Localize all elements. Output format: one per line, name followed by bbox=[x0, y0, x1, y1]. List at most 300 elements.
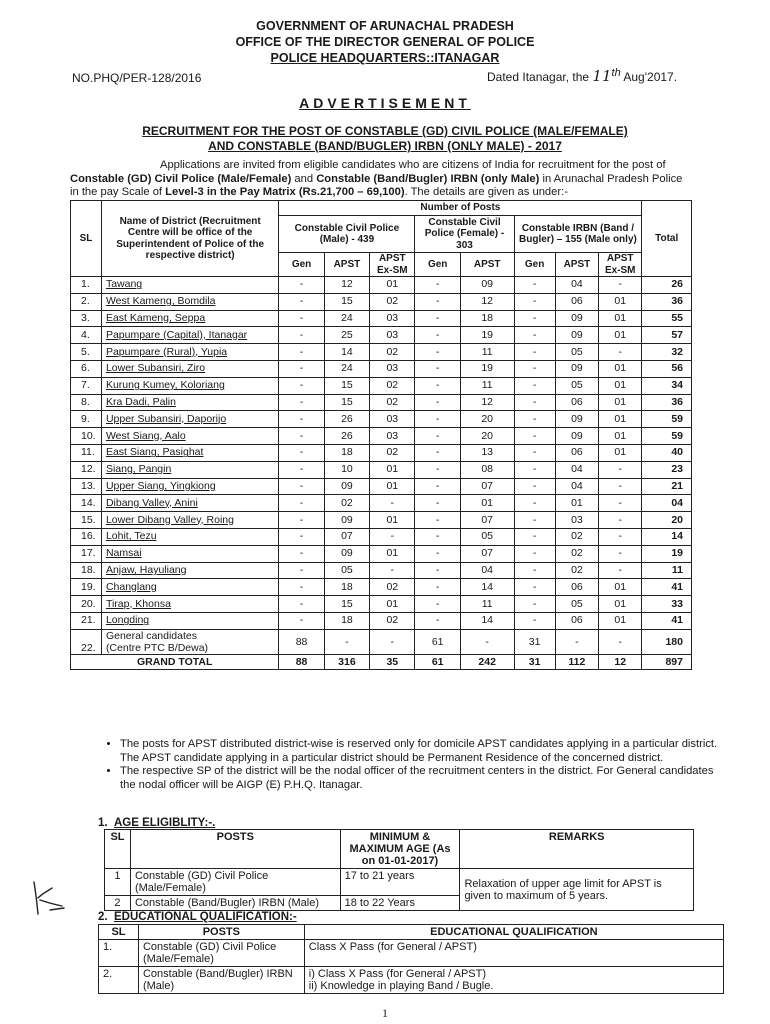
table-row bbox=[71, 444, 692, 461]
cell-cf-gen: - bbox=[415, 562, 460, 579]
cell-cf-gen: - bbox=[415, 310, 460, 327]
cell-cm-gen: - bbox=[279, 528, 324, 545]
edu-qualification-item: i) Class X Pass (for General / APST) bbox=[308, 968, 487, 980]
cell-cf-apst: 01 bbox=[460, 495, 514, 512]
grand-total-label: GRAND TOTAL bbox=[71, 654, 279, 669]
cell-total: 180 bbox=[642, 629, 692, 654]
cell-ir-gen: - bbox=[514, 528, 555, 545]
reference-number: NO.PHQ/PER-128/2016 bbox=[72, 71, 202, 85]
cell-ir-gen: - bbox=[514, 344, 555, 361]
cell-sl: 15. bbox=[71, 512, 102, 529]
cell-cm-gen: - bbox=[279, 293, 324, 310]
section-title: EDUCATIONAL QUALIFICATION:- bbox=[113, 911, 297, 923]
sub-header-gen: Gen bbox=[415, 253, 460, 277]
cell-cm-ex: 01 bbox=[370, 596, 415, 613]
cell-cm-gen: - bbox=[279, 360, 324, 377]
cell-cm-apst: 14 bbox=[324, 344, 369, 361]
cell-cm-ex: 02 bbox=[370, 377, 415, 394]
cell-sl: 19. bbox=[71, 579, 102, 596]
col-header-sl: SL bbox=[71, 201, 102, 277]
cell-total: 26 bbox=[642, 277, 692, 294]
intro-line3 bbox=[70, 186, 702, 200]
cell-cf-gen: - bbox=[415, 596, 460, 613]
cell-cm-apst: 09 bbox=[324, 478, 369, 495]
cell-ir-ex: 01 bbox=[599, 411, 642, 428]
age-header-remarks: REMARKS bbox=[460, 830, 694, 869]
cell-ir-apst: 06 bbox=[555, 579, 598, 596]
cell-cf-apst: 11 bbox=[460, 596, 514, 613]
cell-district: Anjaw, Hayuliang bbox=[101, 562, 278, 579]
header-office: OFFICE OF THE DIRECTOR GENERAL OF POLICE bbox=[235, 35, 535, 49]
cell-cf-apst: 11 bbox=[460, 377, 514, 394]
cell-district: Lohit, Tezu bbox=[101, 528, 278, 545]
cell-cf-gen: - bbox=[415, 428, 460, 445]
edu-row-post: Constable (Band/Bugler) IRBN (Male) bbox=[138, 967, 304, 994]
header-government: GOVERNMENT OF ARUNACHAL PRADESH bbox=[256, 19, 514, 33]
intro-and: and bbox=[291, 172, 317, 185]
intro-post1: Constable (GD) Civil Police (Male/Female) bbox=[70, 172, 292, 185]
edu-header-sl: SL bbox=[99, 925, 139, 940]
col-header-irbn: Constable IRBN (Band / Bugler) – 155 (Male only) bbox=[514, 216, 642, 253]
cell-cm-gen: - bbox=[279, 596, 324, 613]
cell-cm-apst: 02 bbox=[324, 495, 369, 512]
cell-ir-gen: - bbox=[514, 360, 555, 377]
cell-total: 41 bbox=[642, 612, 692, 629]
cell-ir-gen: - bbox=[514, 562, 555, 579]
table-row bbox=[71, 512, 692, 529]
cell-cm-apst: 15 bbox=[324, 293, 369, 310]
cell-cm-apst: 05 bbox=[324, 562, 369, 579]
age-row-sl: 2 bbox=[105, 896, 131, 911]
cell-cm-ex: - bbox=[370, 495, 415, 512]
notes-list bbox=[96, 738, 732, 792]
cell-cm-ex: 03 bbox=[370, 310, 415, 327]
cell-cm-apst: 09 bbox=[324, 545, 369, 562]
age-table bbox=[104, 829, 694, 911]
subtitle-line2: AND CONSTABLE (BAND/BUGLER) IRBN (ONLY MALE) - 2017 bbox=[208, 139, 562, 153]
cell-ir-apst: 04 bbox=[555, 478, 598, 495]
date-line bbox=[487, 67, 677, 85]
cell-cf-apst: 04 bbox=[460, 562, 514, 579]
table-row bbox=[71, 360, 692, 377]
age-row-range: 18 to 22 Years bbox=[340, 896, 460, 911]
cell-cf-apst: 20 bbox=[460, 411, 514, 428]
cell-sl: 3. bbox=[71, 310, 102, 327]
cell-cf-apst: - bbox=[460, 629, 514, 654]
cell-ir-ex: 01 bbox=[599, 612, 642, 629]
date-rest: Aug'2017. bbox=[623, 70, 678, 84]
cell-ir-gen: - bbox=[514, 428, 555, 445]
cell-total: 19 bbox=[642, 545, 692, 562]
cell-ir-ex: 01 bbox=[599, 444, 642, 461]
age-remarks: Relaxation of upper age limit for APST is given to maximum of 5 years. bbox=[460, 869, 694, 911]
cell-total: 23 bbox=[642, 461, 692, 478]
age-header-age: MINIMUM & MAXIMUM AGE (As on 01-01-2017) bbox=[340, 830, 460, 869]
cell-district: East Kameng, Seppa bbox=[101, 310, 278, 327]
cell-cm-gen: - bbox=[279, 461, 324, 478]
advertisement-title: ADVERTISEMENT bbox=[299, 95, 471, 111]
table-row bbox=[71, 293, 692, 310]
cell-district: West Siang, Aalo bbox=[101, 428, 278, 445]
cell-district: Lower Dibang Valley, Roing bbox=[101, 512, 278, 529]
table-row bbox=[71, 596, 692, 613]
cell-sl: 11. bbox=[71, 444, 102, 461]
cell-sl: 13. bbox=[71, 478, 102, 495]
table-row bbox=[71, 461, 692, 478]
section-age-heading bbox=[98, 817, 215, 829]
cell-ir-apst: - bbox=[555, 629, 598, 654]
cell-cf-apst: 11 bbox=[460, 344, 514, 361]
edu-qualification-item: ii) Knowledge in playing Band / Bugle. bbox=[308, 980, 494, 992]
general-candidates-label: General candidates bbox=[105, 629, 197, 642]
cell-ir-ex: - bbox=[599, 344, 642, 361]
cell-cf-gen: - bbox=[415, 377, 460, 394]
cell-ir-gen: - bbox=[514, 327, 555, 344]
cell-cm-ex: 03 bbox=[370, 428, 415, 445]
page-number: 1 bbox=[382, 1006, 388, 1020]
cell-ir-gen: - bbox=[514, 579, 555, 596]
cell-cf-apst: 19 bbox=[460, 360, 514, 377]
cell-cf-gen: 61 bbox=[415, 629, 460, 654]
table-row bbox=[71, 428, 692, 445]
grand-cm-apst: 316 bbox=[324, 654, 369, 669]
intro-post2: Constable (Band/Bugler) IRBN (only Male) bbox=[316, 172, 540, 185]
cell-cm-apst: 18 bbox=[324, 444, 369, 461]
col-header-district: Name of District (Recruitment Centre will be office of the Superintendent of Police of the respective district) bbox=[101, 201, 278, 277]
cell-sl: 8. bbox=[71, 394, 102, 411]
cell-cm-apst: 26 bbox=[324, 428, 369, 445]
cell-cm-ex: 01 bbox=[370, 461, 415, 478]
cell-ir-ex: 01 bbox=[599, 428, 642, 445]
sub-header-apst-exsm: APST Ex-SM bbox=[370, 253, 415, 277]
cell-ir-apst: 09 bbox=[555, 327, 598, 344]
cell-cm-gen: - bbox=[279, 310, 324, 327]
cell-cm-gen: - bbox=[279, 579, 324, 596]
col-header-civil-male: Constable Civil Police (Male) - 439 bbox=[279, 216, 415, 253]
cell-ir-apst: 05 bbox=[555, 377, 598, 394]
cell-ir-ex: 01 bbox=[599, 394, 642, 411]
cell-ir-ex: 01 bbox=[599, 596, 642, 613]
cell-cm-gen: - bbox=[279, 512, 324, 529]
cell-cm-ex: 03 bbox=[370, 411, 415, 428]
cell-sl: 6. bbox=[71, 360, 102, 377]
cell-ir-ex: 01 bbox=[599, 310, 642, 327]
cell-ir-ex: - bbox=[599, 461, 642, 478]
cell-cf-apst: 09 bbox=[460, 277, 514, 294]
cell-cf-gen: - bbox=[415, 277, 460, 294]
cell-cm-ex: 02 bbox=[370, 394, 415, 411]
cell-ir-apst: 09 bbox=[555, 310, 598, 327]
cell-cm-gen: - bbox=[279, 377, 324, 394]
cell-sl: 22. bbox=[71, 629, 102, 654]
cell-sl: 7. bbox=[71, 377, 102, 394]
cell-cm-apst: 15 bbox=[324, 377, 369, 394]
cell-total: 36 bbox=[642, 394, 692, 411]
intro-line2-end: in Arunachal Pradesh Police bbox=[539, 172, 683, 185]
cell-cm-apst: 10 bbox=[324, 461, 369, 478]
table-row bbox=[71, 377, 692, 394]
age-row-range: 17 to 21 years bbox=[340, 869, 460, 896]
cell-cf-apst: 14 bbox=[460, 579, 514, 596]
section-title: AGE ELIGIBLITY:-. bbox=[113, 817, 216, 829]
cell-cm-ex: 01 bbox=[370, 478, 415, 495]
cell-cm-ex: - bbox=[370, 528, 415, 545]
cell-cm-gen: - bbox=[279, 612, 324, 629]
posts-table-body bbox=[71, 277, 692, 630]
cell-ir-gen: - bbox=[514, 277, 555, 294]
cell-ir-gen: - bbox=[514, 444, 555, 461]
cell-ir-apst: 06 bbox=[555, 293, 598, 310]
cell-cm-gen: 88 bbox=[279, 629, 324, 654]
edu-row-qualification bbox=[304, 967, 723, 994]
cell-cm-gen: - bbox=[279, 394, 324, 411]
cell-district: Tawang bbox=[101, 277, 278, 294]
cell-cm-apst: 07 bbox=[324, 528, 369, 545]
age-header-sl: SL bbox=[105, 830, 131, 869]
cell-cm-gen: - bbox=[279, 545, 324, 562]
cell-cm-apst: 18 bbox=[324, 612, 369, 629]
cell-cf-apst: 12 bbox=[460, 394, 514, 411]
age-row-sl: 1 bbox=[105, 869, 131, 896]
cell-district: Longding bbox=[101, 612, 278, 629]
cell-cm-gen: - bbox=[279, 428, 324, 445]
intro-line3-end: . The details are given as under:- bbox=[404, 186, 568, 198]
note-item: • The respective SP of the district will be the nodal officer of the recruitment centers in the district. For General candidates the nodal officer will be AIGP (E) P.H.Q. Itanagar. bbox=[120, 765, 732, 792]
cell-total: 21 bbox=[642, 478, 692, 495]
col-header-total: Total bbox=[642, 201, 692, 277]
cell-total: 57 bbox=[642, 327, 692, 344]
cell-cm-ex: 03 bbox=[370, 360, 415, 377]
cell-ir-gen: - bbox=[514, 394, 555, 411]
cell-cm-ex: 01 bbox=[370, 545, 415, 562]
edu-row-sl: 2. bbox=[99, 967, 139, 994]
cell-cm-ex: - bbox=[370, 562, 415, 579]
edu-row-qualification: Class X Pass (for General / APST) bbox=[304, 940, 723, 967]
cell-ir-apst: 01 bbox=[555, 495, 598, 512]
sub-header-apst: APST bbox=[324, 253, 369, 277]
grand-cm-gen: 88 bbox=[279, 654, 324, 669]
cell-cm-apst: 15 bbox=[324, 596, 369, 613]
table-row bbox=[71, 495, 692, 512]
cell-cm-ex: 01 bbox=[370, 277, 415, 294]
cell-district: Namsai bbox=[101, 545, 278, 562]
cell-cm-apst: 24 bbox=[324, 310, 369, 327]
cell-cf-gen: - bbox=[415, 293, 460, 310]
subtitle-line1: RECRUITMENT FOR THE POST OF CONSTABLE (GD) CIVIL POLICE (MALE/FEMALE) bbox=[142, 124, 628, 138]
cell-ir-ex: 01 bbox=[599, 327, 642, 344]
cell-cm-ex: 02 bbox=[370, 444, 415, 461]
cell-cf-gen: - bbox=[415, 495, 460, 512]
edu-header-posts: POSTS bbox=[138, 925, 304, 940]
cell-total: 36 bbox=[642, 293, 692, 310]
table-row bbox=[71, 411, 692, 428]
cell-ir-apst: 09 bbox=[555, 360, 598, 377]
cell-cm-ex: 03 bbox=[370, 327, 415, 344]
cell-ir-ex: - bbox=[599, 545, 642, 562]
cell-cf-gen: - bbox=[415, 579, 460, 596]
cell-total: 56 bbox=[642, 360, 692, 377]
cell-district: East Siang, Pasighat bbox=[101, 444, 278, 461]
cell-cf-gen: - bbox=[415, 461, 460, 478]
edu-row-sl: 1. bbox=[99, 940, 139, 967]
cell-sl: 5. bbox=[71, 344, 102, 361]
cell-cm-apst: 09 bbox=[324, 512, 369, 529]
cell-total: 33 bbox=[642, 596, 692, 613]
cell-ir-apst: 06 bbox=[555, 444, 598, 461]
intro-paragraph bbox=[70, 159, 702, 200]
cell-ir-gen: 31 bbox=[514, 629, 555, 654]
cell-cm-ex: 01 bbox=[370, 512, 415, 529]
cell-ir-ex: - bbox=[599, 495, 642, 512]
cell-ir-gen: - bbox=[514, 293, 555, 310]
cell-ir-ex: - bbox=[599, 528, 642, 545]
grand-cf-apst: 242 bbox=[460, 654, 514, 669]
cell-cm-apst: 26 bbox=[324, 411, 369, 428]
cell-cm-gen: - bbox=[279, 327, 324, 344]
age-row-post: Constable (GD) Civil Police (Male/Female) bbox=[130, 869, 340, 896]
cell-cf-gen: - bbox=[415, 444, 460, 461]
cell-cm-ex: - bbox=[370, 629, 415, 654]
date-prefix: Dated Itanagar, the bbox=[487, 70, 590, 84]
cell-ir-apst: 09 bbox=[555, 428, 598, 445]
cell-total: 04 bbox=[642, 495, 692, 512]
cell-cm-apst: 12 bbox=[324, 277, 369, 294]
section-number: 1. bbox=[98, 817, 108, 829]
general-centre-label: (Centre PTC B/Dewa) bbox=[105, 641, 209, 654]
col-header-number-of-posts: Number of Posts bbox=[279, 201, 642, 216]
cell-cf-gen: - bbox=[415, 528, 460, 545]
cell-sl: 17. bbox=[71, 545, 102, 562]
cell-ir-gen: - bbox=[514, 545, 555, 562]
cell-total: 20 bbox=[642, 512, 692, 529]
cell-ir-ex: - bbox=[599, 562, 642, 579]
intro-pay-scale: Level-3 in the Pay Matrix (Rs.21,700 – 69,100) bbox=[165, 186, 405, 198]
table-row bbox=[71, 277, 692, 294]
cell-ir-ex: 01 bbox=[599, 360, 642, 377]
cell-cm-gen: - bbox=[279, 444, 324, 461]
cell-cm-apst: 18 bbox=[324, 579, 369, 596]
cell-ir-gen: - bbox=[514, 310, 555, 327]
cell-ir-apst: 04 bbox=[555, 277, 598, 294]
cell-ir-ex: - bbox=[599, 277, 642, 294]
cell-sl: 12. bbox=[71, 461, 102, 478]
cell-ir-ex: - bbox=[599, 512, 642, 529]
cell-cf-gen: - bbox=[415, 612, 460, 629]
table-row bbox=[71, 528, 692, 545]
cell-cf-gen: - bbox=[415, 512, 460, 529]
cell-ir-gen: - bbox=[514, 495, 555, 512]
cell-cm-ex: 02 bbox=[370, 344, 415, 361]
table-row bbox=[71, 562, 692, 579]
cell-ir-apst: 09 bbox=[555, 411, 598, 428]
edu-row-post: Constable (GD) Civil Police (Male/Female) bbox=[138, 940, 304, 967]
cell-cf-gen: - bbox=[415, 411, 460, 428]
cell-ir-gen: - bbox=[514, 596, 555, 613]
table-row bbox=[71, 545, 692, 562]
grand-ir-ex: 12 bbox=[599, 654, 642, 669]
date-day-handwritten: 11 bbox=[592, 67, 612, 85]
table-row bbox=[71, 394, 692, 411]
posts-table bbox=[70, 200, 692, 670]
table-row bbox=[71, 310, 692, 327]
cell-cf-apst: 20 bbox=[460, 428, 514, 445]
cell-district: Changlang bbox=[101, 579, 278, 596]
table-row bbox=[71, 327, 692, 344]
cell-cm-ex: 02 bbox=[370, 293, 415, 310]
cell-cm-ex: 02 bbox=[370, 579, 415, 596]
date-day-suffix: th bbox=[611, 67, 621, 79]
cell-ir-apst: 04 bbox=[555, 461, 598, 478]
intro-line3-start: in the pay Scale of bbox=[70, 186, 166, 198]
cell-ir-gen: - bbox=[514, 411, 555, 428]
cell-total: 55 bbox=[642, 310, 692, 327]
cell-cf-apst: 18 bbox=[460, 310, 514, 327]
cell-cf-gen: - bbox=[415, 344, 460, 361]
note-item: • The posts for APST distributed district-wise is reserved only for domicile APST candidates applying in a particular district. The APST candidate applying in a particular district should be Permanent Residence of the concerned district. bbox=[120, 738, 732, 765]
education-table bbox=[98, 924, 724, 994]
cell-cm-apst: - bbox=[324, 629, 369, 654]
cell-ir-apst: 03 bbox=[555, 512, 598, 529]
cell-sl: 1. bbox=[71, 277, 102, 294]
grand-ir-apst: 112 bbox=[555, 654, 598, 669]
cell-cm-gen: - bbox=[279, 344, 324, 361]
cell-total: 34 bbox=[642, 377, 692, 394]
cell-cf-apst: 12 bbox=[460, 293, 514, 310]
cell-cf-apst: 08 bbox=[460, 461, 514, 478]
sub-header-gen: Gen bbox=[514, 253, 555, 277]
cell-total: 40 bbox=[642, 444, 692, 461]
cell-cf-apst: 07 bbox=[460, 512, 514, 529]
cell-ir-apst: 05 bbox=[555, 596, 598, 613]
age-row-post: Constable (Band/Bugler) IRBN (Male) bbox=[130, 896, 340, 911]
cell-ir-gen: - bbox=[514, 377, 555, 394]
section-number: 2. bbox=[98, 911, 108, 923]
table-row bbox=[71, 579, 692, 596]
cell-ir-ex: - bbox=[599, 629, 642, 654]
grand-ir-gen: 31 bbox=[514, 654, 555, 669]
grand-cf-gen: 61 bbox=[415, 654, 460, 669]
edu-header-qualification: EDUCATIONAL QUALIFICATION bbox=[304, 925, 723, 940]
cell-district: Upper Subansiri, Daporijo bbox=[101, 411, 278, 428]
age-header-posts: POSTS bbox=[130, 830, 340, 869]
grand-cm-ex: 35 bbox=[370, 654, 415, 669]
cell-cf-gen: - bbox=[415, 360, 460, 377]
cell-cf-apst: 19 bbox=[460, 327, 514, 344]
cell-cf-apst: 07 bbox=[460, 545, 514, 562]
cell-ir-gen: - bbox=[514, 478, 555, 495]
cell-ir-ex: 01 bbox=[599, 293, 642, 310]
cell-ir-gen: - bbox=[514, 512, 555, 529]
header-headquarters: POLICE HEADQUARTERS::ITANAGAR bbox=[270, 51, 500, 65]
cell-ir-gen: - bbox=[514, 461, 555, 478]
cell-total: 14 bbox=[642, 528, 692, 545]
cell-ir-apst: 02 bbox=[555, 562, 598, 579]
table-row-grand-total bbox=[71, 654, 692, 669]
table-row bbox=[71, 612, 692, 629]
cell-cm-apst: 15 bbox=[324, 394, 369, 411]
cell-district: Lower Subansiri, Ziro bbox=[101, 360, 278, 377]
table-row-general bbox=[71, 629, 692, 654]
cell-sl: 10. bbox=[71, 428, 102, 445]
cell-cf-gen: - bbox=[415, 478, 460, 495]
col-header-civil-female: Constable Civil Police (Female) - 303 bbox=[415, 216, 514, 253]
cell-cm-ex: 02 bbox=[370, 612, 415, 629]
cell-district: West Kameng, Bomdila bbox=[101, 293, 278, 310]
cell-ir-apst: 06 bbox=[555, 612, 598, 629]
cell-district: Papumpare (Rural), Yupia bbox=[101, 344, 278, 361]
cell-sl: 20. bbox=[71, 596, 102, 613]
grand-total-value: 897 bbox=[642, 654, 692, 669]
